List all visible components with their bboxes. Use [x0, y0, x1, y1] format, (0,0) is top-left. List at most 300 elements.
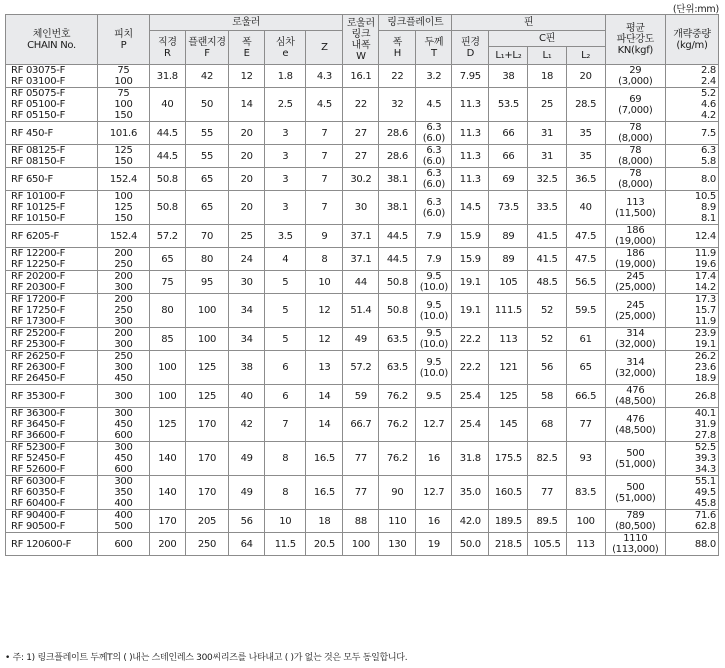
pitch-cell-line: 500	[114, 521, 133, 532]
strength-cell-line: (8,000)	[618, 133, 653, 144]
pitch-cell-line: 300	[114, 476, 133, 487]
chain-no-cell-line: RF 36450-F	[11, 419, 66, 430]
weight-cell-line: 5.2	[700, 88, 716, 99]
weight-cell-line: 26.2	[694, 351, 716, 362]
strength-cell-line: 789	[626, 510, 645, 521]
strength-cell-line: 113	[626, 196, 645, 208]
plate-width-cell: 44.5	[379, 225, 416, 248]
inner-width-cell: 27	[343, 122, 379, 145]
chain-no-cell-line: RF 20200-F	[11, 271, 66, 282]
plate-width-cell: 50.8	[379, 294, 416, 328]
pitch-cell	[98, 476, 150, 510]
pitch-cell-line: 200	[114, 294, 133, 305]
weight-cell-line: 31.9	[694, 419, 716, 430]
header-roller-dia: 직경 R	[149, 31, 185, 65]
pin-dia-cell: 14.5	[452, 191, 489, 225]
strength-cell-line: 186	[626, 225, 645, 236]
eccentric-cell: 8	[265, 476, 306, 510]
l1-cell: 33.5	[528, 191, 566, 225]
l1-cell: 89.5	[528, 510, 566, 533]
weight-cell	[665, 271, 718, 294]
chain-no-cell	[6, 476, 98, 510]
chain-no-cell-line: RF 03100-F	[11, 76, 66, 87]
chain-no-cell-line: RF 52450-F	[11, 453, 66, 464]
z-cell: 14	[306, 408, 343, 442]
inner-width-cell: 30	[343, 191, 379, 225]
inner-width-cell: 16.1	[343, 65, 379, 88]
inner-width-cell: 44	[343, 271, 379, 294]
pitch-cell	[98, 168, 150, 191]
weight-cell-line: 62.8	[694, 521, 716, 532]
table-row	[6, 168, 719, 191]
chain-no-cell	[6, 533, 98, 556]
l1-cell: 25	[528, 88, 566, 122]
pitch-cell	[98, 122, 150, 145]
pitch-cell-line: 300	[114, 339, 133, 350]
strength-cell-line: 476	[626, 385, 645, 396]
l2-cell: 47.5	[566, 248, 605, 271]
roller-width-cell: 40	[229, 385, 265, 408]
plate-thickness-cell	[416, 65, 452, 88]
chain-no-cell-line: RF 36600-F	[11, 430, 66, 441]
table-row	[6, 351, 719, 385]
roller-width-cell: 34	[229, 294, 265, 328]
roller-width-cell: 56	[229, 510, 265, 533]
inner-width-cell: 66.7	[343, 408, 379, 442]
l1-l2-cell: 125	[489, 385, 528, 408]
table-row	[6, 476, 719, 510]
roller-width-cell: 20	[229, 191, 265, 225]
pitch-cell-line: 100	[114, 99, 133, 110]
roller-dia-cell: 65	[149, 248, 185, 271]
l1-l2-cell: 89	[489, 225, 528, 248]
l1-cell: 56	[528, 351, 566, 385]
pin-dia-cell: 11.3	[452, 122, 489, 145]
l1-l2-cell: 105	[489, 271, 528, 294]
header-pin: 핀	[452, 15, 605, 31]
pitch-cell-line: 450	[114, 419, 133, 430]
header-pitch: 피치 P	[98, 15, 150, 65]
l2-cell: 77	[566, 408, 605, 442]
strength-cell	[605, 225, 665, 248]
weight-cell	[665, 328, 718, 351]
inner-width-cell: 49	[343, 328, 379, 351]
strength-cell-line: (19,000)	[615, 236, 656, 247]
weight-cell-line: 4.6	[700, 99, 716, 110]
strength-cell-line: (25,000)	[615, 310, 656, 322]
pitch-cell-line: 450	[114, 373, 133, 384]
plate-thickness-cell	[416, 271, 452, 294]
pitch-cell	[98, 442, 150, 476]
roller-dia-cell: 44.5	[149, 145, 185, 168]
weight-cell-line: 14.2	[694, 282, 716, 293]
chain-no-cell	[6, 442, 98, 476]
pin-dia-cell: 31.8	[452, 442, 489, 476]
eccentric-cell: 5	[265, 271, 306, 294]
strength-cell	[605, 385, 665, 408]
strength-cell-line: 500	[626, 481, 645, 493]
weight-cell-line: 15.7	[694, 305, 716, 316]
pitch-cell-line: 125	[114, 202, 133, 213]
roller-dia-cell: 140	[149, 476, 185, 510]
weight-cell	[665, 65, 718, 88]
inner-width-cell: 57.2	[343, 351, 379, 385]
plate-thickness-cell-line: 6.3	[426, 168, 442, 179]
l1-l2-cell: 113	[489, 328, 528, 351]
pin-dia-cell: 11.3	[452, 88, 489, 122]
pitch-cell	[98, 271, 150, 294]
l2-cell: 28.5	[566, 88, 605, 122]
table-row	[6, 248, 719, 271]
plate-thickness-cell	[416, 510, 452, 533]
plate-width-cell: 28.6	[379, 122, 416, 145]
table-row	[6, 328, 719, 351]
roller-width-cell: 12	[229, 65, 265, 88]
flange-dia-cell: 100	[185, 294, 228, 328]
plate-thickness-cell-line: 16	[427, 453, 440, 464]
l1-cell: 32.5	[528, 168, 566, 191]
pin-dia-cell: 7.95	[452, 65, 489, 88]
roller-dia-cell: 85	[149, 328, 185, 351]
chain-no-cell-line: RF 26250-F	[11, 351, 66, 362]
plate-thickness-cell-line: (10.0)	[419, 282, 448, 293]
inner-width-cell: 27	[343, 145, 379, 168]
chain-no-cell	[6, 225, 98, 248]
chain-no-cell-line: RF 08150-F	[11, 156, 66, 167]
l1-l2-cell: 89	[489, 248, 528, 271]
plate-thickness-cell	[416, 88, 452, 122]
roller-width-cell: 24	[229, 248, 265, 271]
strength-cell-line: 29	[629, 65, 642, 76]
weight-cell-line: 11.9	[694, 248, 716, 259]
chain-no-cell	[6, 408, 98, 442]
chain-no-cell-line: RF 10125-F	[11, 202, 66, 213]
strength-cell	[605, 145, 665, 168]
pin-dia-cell: 22.2	[452, 328, 489, 351]
l1-l2-cell: 218.5	[489, 533, 528, 556]
chain-no-cell-line: RF 12250-F	[11, 259, 66, 270]
pitch-cell-line: 101.6	[109, 127, 138, 139]
pitch-cell	[98, 191, 150, 225]
chain-no-cell	[6, 248, 98, 271]
chain-no-cell	[6, 168, 98, 191]
pitch-cell-line: 75	[117, 88, 130, 99]
plate-thickness-cell	[416, 122, 452, 145]
roller-dia-cell: 100	[149, 385, 185, 408]
pin-dia-cell: 19.1	[452, 271, 489, 294]
chain-no-cell	[6, 191, 98, 225]
pitch-cell-line: 200	[114, 271, 133, 282]
chain-no-cell	[6, 65, 98, 88]
roller-dia-cell: 125	[149, 408, 185, 442]
chain-no-cell	[6, 271, 98, 294]
plate-thickness-cell	[416, 191, 452, 225]
roller-width-cell: 25	[229, 225, 265, 248]
pitch-cell	[98, 225, 150, 248]
header-inner-width: 로울러 링크 내폭 W	[343, 15, 379, 65]
pitch-cell-line: 300	[114, 390, 133, 402]
inner-width-cell: 37.1	[343, 225, 379, 248]
plate-thickness-cell-line: 16	[427, 515, 440, 527]
chain-no-cell-line: RF 10150-F	[11, 213, 66, 224]
pitch-cell	[98, 385, 150, 408]
strength-cell	[605, 476, 665, 510]
table-row	[6, 122, 719, 145]
table-row	[6, 533, 719, 556]
weight-cell-line: 23.6	[694, 362, 716, 373]
plate-thickness-cell	[416, 225, 452, 248]
pin-dia-cell: 15.9	[452, 225, 489, 248]
l2-cell: 93	[566, 442, 605, 476]
weight-cell-line: 45.8	[694, 498, 716, 509]
pitch-cell	[98, 351, 150, 385]
strength-cell-line: (51,000)	[615, 492, 656, 504]
inner-width-cell: 88	[343, 510, 379, 533]
plate-thickness-cell-line: 9.5	[426, 271, 442, 282]
plate-thickness-cell-line: 4.5	[426, 99, 442, 110]
pitch-cell-line: 200	[114, 328, 133, 339]
z-cell: 9	[306, 225, 343, 248]
weight-cell-line: 11.9	[694, 316, 716, 327]
pitch-cell	[98, 408, 150, 442]
l2-cell: 56.5	[566, 271, 605, 294]
header-eccentric: 심차 e	[265, 31, 306, 65]
flange-dia-cell: 100	[185, 328, 228, 351]
strength-cell-line: 245	[626, 271, 645, 282]
z-cell: 7	[306, 168, 343, 191]
plate-thickness-cell-line: 12.7	[423, 419, 445, 430]
l1-l2-cell: 111.5	[489, 294, 528, 328]
strength-cell-line: (8,000)	[618, 179, 653, 190]
chain-no-cell-line: RF 60350-F	[11, 487, 66, 498]
plate-width-cell: 32	[379, 88, 416, 122]
strength-cell	[605, 408, 665, 442]
header-pin-dia: 핀경 D	[452, 31, 489, 65]
z-cell: 12	[306, 328, 343, 351]
z-cell: 13	[306, 351, 343, 385]
z-cell: 8	[306, 248, 343, 271]
plate-thickness-cell	[416, 248, 452, 271]
strength-cell	[605, 294, 665, 328]
strength-cell-line: 314	[626, 356, 645, 368]
strength-cell-line: (113,000)	[612, 544, 659, 555]
pitch-cell-line: 152.4	[109, 230, 138, 242]
weight-cell-line: 17.4	[694, 271, 716, 282]
strength-cell-line: (48,500)	[615, 424, 656, 436]
z-cell: 14	[306, 385, 343, 408]
plate-width-cell: 44.5	[379, 248, 416, 271]
roller-dia-cell: 170	[149, 510, 185, 533]
pitch-cell-line: 150	[114, 110, 133, 121]
chain-no-cell	[6, 351, 98, 385]
plate-thickness-cell	[416, 476, 452, 510]
roller-dia-cell: 50.8	[149, 191, 185, 225]
eccentric-cell: 7	[265, 408, 306, 442]
eccentric-cell: 4	[265, 248, 306, 271]
plate-thickness-cell-line: 9.5	[426, 299, 442, 311]
inner-width-cell: 22	[343, 88, 379, 122]
plate-width-cell: 130	[379, 533, 416, 556]
l1-cell: 41.5	[528, 248, 566, 271]
plate-width-cell: 76.2	[379, 408, 416, 442]
weight-cell-line: 88.0	[694, 538, 716, 550]
pitch-cell-line: 125	[114, 145, 133, 156]
chain-no-cell-line: RF 05150-F	[11, 110, 66, 121]
plate-thickness-cell-line: 19	[427, 538, 440, 550]
pitch-cell-line: 350	[114, 487, 133, 498]
strength-cell-line: 186	[626, 248, 645, 259]
chain-no-cell-line: RF 20300-F	[11, 282, 66, 293]
l1-l2-cell: 160.5	[489, 476, 528, 510]
eccentric-cell: 5	[265, 294, 306, 328]
plate-thickness-cell-line: 9.5	[426, 356, 442, 368]
roller-dia-cell: 80	[149, 294, 185, 328]
table-row	[6, 294, 719, 328]
eccentric-cell: 6	[265, 351, 306, 385]
chain-no-cell-line: RF 36300-F	[11, 408, 66, 419]
pitch-cell-line: 400	[114, 498, 133, 509]
flange-dia-cell: 55	[185, 145, 228, 168]
weight-cell	[665, 225, 718, 248]
l1-cell: 58	[528, 385, 566, 408]
plate-thickness-cell	[416, 294, 452, 328]
weight-cell-line: 4.2	[700, 110, 716, 121]
weight-cell-line: 19.1	[694, 339, 716, 350]
pitch-cell-line: 250	[114, 305, 133, 316]
roller-width-cell: 20	[229, 168, 265, 191]
header-z: Z	[306, 31, 343, 65]
roller-width-cell: 38	[229, 351, 265, 385]
l1-l2-cell: 69	[489, 168, 528, 191]
roller-width-cell: 49	[229, 476, 265, 510]
flange-dia-cell: 205	[185, 510, 228, 533]
l1-l2-cell: 145	[489, 408, 528, 442]
z-cell: 12	[306, 294, 343, 328]
weight-cell-line: 49.5	[694, 487, 716, 498]
chain-no-cell	[6, 385, 98, 408]
strength-cell	[605, 168, 665, 191]
plate-thickness-cell-line: 7.9	[426, 230, 442, 242]
strength-cell	[605, 328, 665, 351]
pitch-cell-line: 600	[114, 430, 133, 441]
pitch-cell-line: 300	[114, 316, 133, 327]
plate-thickness-cell	[416, 533, 452, 556]
l2-cell: 66.5	[566, 385, 605, 408]
weight-cell-line: 8.1	[700, 213, 716, 224]
table-row	[6, 65, 719, 88]
z-cell: 7	[306, 191, 343, 225]
weight-cell-line: 17.3	[694, 294, 716, 305]
pitch-cell-line: 300	[114, 362, 133, 373]
header-l1: L₁	[528, 47, 566, 65]
chain-no-cell-line: RF 60300-F	[11, 476, 66, 487]
weight-cell	[665, 385, 718, 408]
strength-cell-line: 245	[626, 299, 645, 311]
weight-cell	[665, 510, 718, 533]
plate-thickness-cell	[416, 168, 452, 191]
pitch-cell-line: 152.4	[109, 173, 138, 185]
z-cell: 10	[306, 271, 343, 294]
plate-thickness-cell-line: (6.0)	[422, 133, 445, 144]
plate-thickness-cell-line: 9.5	[426, 390, 442, 402]
pitch-cell	[98, 294, 150, 328]
eccentric-cell: 3	[265, 168, 306, 191]
pitch-cell-line: 250	[114, 259, 133, 270]
pitch-cell-line: 150	[114, 213, 133, 224]
inner-width-cell: 77	[343, 442, 379, 476]
weight-cell	[665, 122, 718, 145]
pin-dia-cell: 42.0	[452, 510, 489, 533]
plate-thickness-cell	[416, 408, 452, 442]
weight-cell-line: 19.6	[694, 259, 716, 270]
weight-cell-line: 6.3	[700, 145, 716, 156]
chain-spec-table	[5, 14, 719, 556]
pin-dia-cell: 15.9	[452, 248, 489, 271]
z-cell: 20.5	[306, 533, 343, 556]
roller-dia-cell: 140	[149, 442, 185, 476]
chain-no-cell-line: RF 12200-F	[11, 248, 66, 259]
pin-dia-cell: 22.2	[452, 351, 489, 385]
chain-no-cell-line: RF 6205-F	[11, 230, 59, 242]
strength-cell-line: 500	[626, 447, 645, 459]
table-row	[6, 88, 719, 122]
pitch-cell	[98, 533, 150, 556]
plate-thickness-cell-line: 6.3	[426, 145, 442, 156]
weight-cell-line: 5.8	[700, 156, 716, 167]
chain-no-cell	[6, 328, 98, 351]
inner-width-cell: 100	[343, 533, 379, 556]
spec-table-body	[6, 65, 719, 556]
z-cell: 4.5	[306, 88, 343, 122]
plate-width-cell: 22	[379, 65, 416, 88]
l2-cell: 113	[566, 533, 605, 556]
l1-l2-cell: 189.5	[489, 510, 528, 533]
weight-cell-line: 23.9	[694, 328, 716, 339]
plate-thickness-cell-line: (6.0)	[422, 156, 445, 167]
header-link-plate: 링크플레이트	[379, 15, 452, 31]
l2-cell: 47.5	[566, 225, 605, 248]
table-row	[6, 510, 719, 533]
header-weight: 개략중량 (kg/m)	[665, 15, 718, 65]
weight-cell-line: 39.3	[694, 453, 716, 464]
weight-cell-line: 52.5	[694, 442, 716, 453]
pin-dia-cell: 19.1	[452, 294, 489, 328]
roller-width-cell: 49	[229, 442, 265, 476]
roller-dia-cell: 200	[149, 533, 185, 556]
pitch-cell-line: 100	[114, 191, 133, 202]
l1-cell: 31	[528, 145, 566, 168]
l2-cell: 59.5	[566, 294, 605, 328]
strength-cell-line: (7,000)	[618, 104, 653, 116]
table-row	[6, 442, 719, 476]
l2-cell: 83.5	[566, 476, 605, 510]
l1-cell: 82.5	[528, 442, 566, 476]
weight-cell-line: 40.1	[694, 408, 716, 419]
pitch-cell-line: 250	[114, 351, 133, 362]
eccentric-cell: 5	[265, 328, 306, 351]
chain-no-cell	[6, 145, 98, 168]
inner-width-cell: 77	[343, 476, 379, 510]
flange-dia-cell: 42	[185, 65, 228, 88]
inner-width-cell: 51.4	[343, 294, 379, 328]
roller-width-cell: 20	[229, 145, 265, 168]
flange-dia-cell: 95	[185, 271, 228, 294]
plate-thickness-cell	[416, 385, 452, 408]
z-cell: 7	[306, 145, 343, 168]
l2-cell: 35	[566, 145, 605, 168]
table-row	[6, 225, 719, 248]
chain-no-cell-line: RF 17300-F	[11, 316, 66, 327]
